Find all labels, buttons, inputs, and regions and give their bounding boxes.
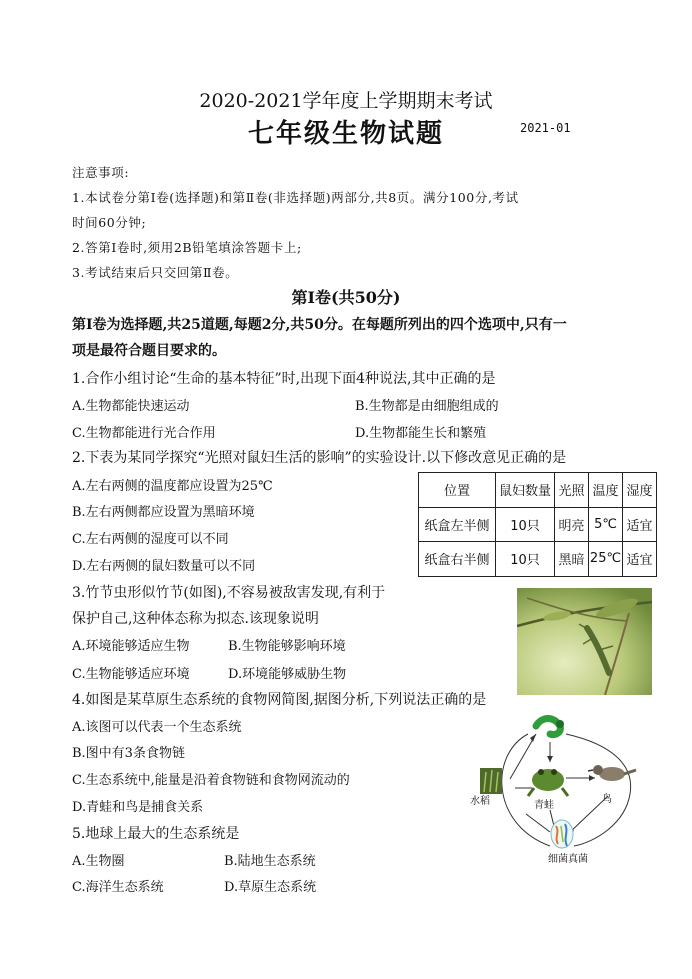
q2-option-a: A.左右两侧的温度都应设置为25℃: [72, 479, 273, 494]
food-web-diagram: [470, 714, 650, 864]
food-web-label-microbes: 细菌真菌: [548, 854, 588, 865]
table-cell: 纸盒右半侧: [419, 542, 496, 577]
table-cell: 纸盒左半侧: [419, 507, 496, 542]
q4-option-c: C.生态系统中,能量是沿着食物链和食物网流动的: [72, 773, 350, 788]
q5-option-c: C.海洋生态系统: [72, 880, 164, 895]
exam-title: 七年级生物试题: [247, 119, 444, 149]
q2-option-c: C.左右两侧的湿度可以不同: [72, 532, 229, 547]
q1-option-a: A.生物都能快速运动: [72, 399, 190, 414]
section-title: 第Ⅰ卷(共50分): [291, 288, 401, 307]
q1-option-b: B.生物都是由细胞组成的: [355, 399, 499, 414]
question-1-stem: 1.合作小组讨论“生命的基本特征”时,出现下面4种说法,其中正确的是: [72, 371, 496, 387]
q4-option-a: A.该图可以代表一个生态系统: [72, 720, 242, 735]
q4-option-d: D.青蛙和鸟是捕食关系: [72, 800, 204, 815]
q1-option-d: D.生物都能生长和繁殖: [355, 426, 487, 441]
table-cell: 10只: [496, 542, 555, 577]
table-cell: 适宜: [623, 507, 657, 542]
q5-option-d: D.草原生态系统: [224, 880, 317, 895]
question-3-stem-cont: 保护自己,这种体态称为拟态.该现象说明: [72, 611, 319, 627]
note-item-2: 2.答第Ⅰ卷时,须用2B铅笔填涂答题卡上;: [72, 240, 302, 255]
q2-option-b: B.左右两侧都应设置为黑暗环境: [72, 505, 255, 520]
q3-option-d: D.环境能够威胁生物: [228, 667, 347, 682]
table-cell: 明亮: [555, 507, 589, 542]
table-header-cell: 温度: [589, 473, 623, 508]
table-header-row: [419, 473, 657, 508]
exam-header: 2020-2021学年度上学期期末考试: [199, 90, 493, 112]
table-cell: 25℃: [589, 542, 623, 577]
note-item-1: 1.本试卷分第Ⅰ卷(选择题)和第Ⅱ卷(非选择题)两部分,共8页。满分100分,考试: [72, 190, 519, 205]
food-web-label-frog: 青蛙: [534, 800, 554, 811]
food-web-label-rice: 水稻: [470, 796, 490, 807]
note-item-3: 3.考试结束后只交回第Ⅱ卷。: [72, 265, 239, 280]
frog-icon: [528, 769, 568, 796]
rice-plant-icon: [480, 768, 502, 794]
table-cell: 适宜: [623, 542, 657, 577]
table-cell: 5℃: [589, 507, 623, 542]
q3-option-c: C.生物能够适应环境: [72, 667, 190, 682]
microbe-icon: [551, 820, 573, 848]
exam-date: 2021-01: [520, 121, 571, 135]
question-5-stem: 5.地球上最大的生态系统是: [72, 826, 240, 842]
q4-option-b: B.图中有3条食物链: [72, 746, 185, 761]
q3-option-a: A.环境能够适应生物: [72, 639, 190, 654]
table-cell: 黑暗: [555, 542, 589, 577]
food-web-label-bird: 鸟: [602, 794, 612, 805]
stick-insect-photo: [517, 588, 652, 695]
question-4-stem: 4.如图是某草原生态系统的食物网简图,据图分析,下列说法正确的是: [72, 692, 487, 708]
q5-option-a: A.生物圈: [72, 854, 125, 869]
section-instruction-cont: 项是最符合题目要求的。: [72, 343, 226, 359]
q5-option-b: B.陆地生态系统: [224, 854, 316, 869]
caterpillar-icon: [536, 719, 564, 735]
note-item-1-cont: 时间60分钟;: [72, 215, 147, 230]
question-3-stem: 3.竹节虫形似竹节(如图),不容易被敌害发现,有利于: [72, 585, 386, 601]
table-header-cell: 湿度: [623, 473, 657, 508]
table-header-cell: 鼠妇数量: [496, 473, 555, 508]
table-header-cell: 位置: [419, 473, 496, 508]
q1-option-c: C.生物都能进行光合作用: [72, 426, 216, 441]
notes-heading: 注意事项:: [72, 165, 130, 180]
table-cell: 10只: [496, 507, 555, 542]
experiment-table: [418, 472, 657, 577]
table-row: [419, 507, 657, 542]
table-row: [419, 542, 657, 577]
section-instruction: 第Ⅰ卷为选择题,共25道题,每题2分,共50分。在每题所列出的四个选项中,只有一: [72, 317, 567, 333]
q3-option-b: B.生物能够影响环境: [228, 639, 346, 654]
bird-icon: [588, 765, 636, 781]
table-header-cell: 光照: [555, 473, 589, 508]
q2-option-d: D.左右两侧的鼠妇数量可以不同: [72, 559, 256, 574]
question-2-stem: 2.下表为某同学探究“光照对鼠妇生活的影响”的实验设计.以下修改意见正确的是: [72, 450, 567, 466]
